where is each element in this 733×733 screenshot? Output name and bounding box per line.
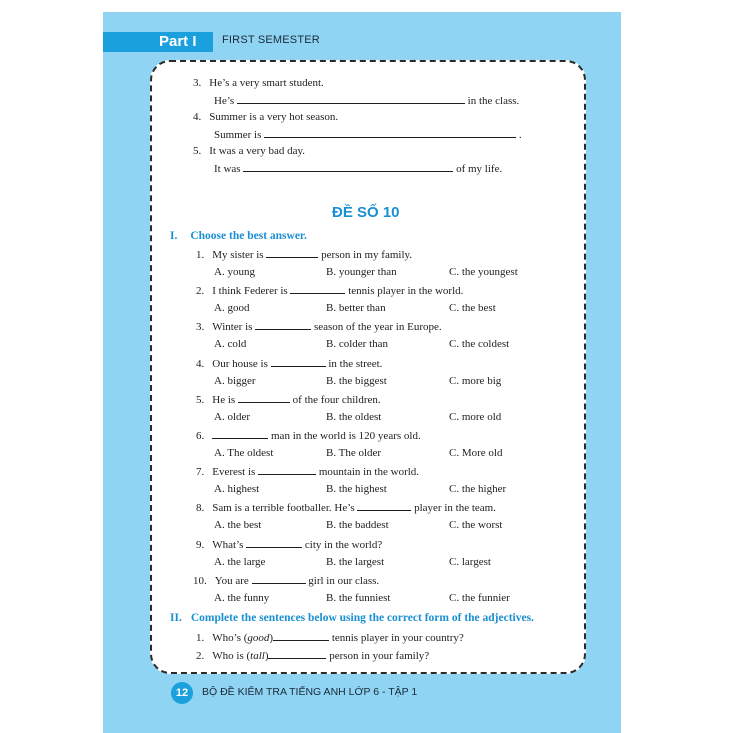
section-2-item-1: 1. Who’s (good) tennis player in your country?: [196, 632, 464, 644]
page-number: 12: [171, 682, 193, 704]
question-10-option-c[interactable]: C. the funnier: [449, 591, 510, 604]
question-3-option-a[interactable]: A. cold: [214, 338, 247, 351]
question-2-option-a[interactable]: A. good: [214, 302, 250, 315]
question-10-option-b[interactable]: B. the funniest: [326, 591, 391, 604]
question-6: 6. man in the world is 120 years old.: [196, 430, 421, 442]
answer-blank[interactable]: [237, 93, 465, 104]
book-title: BỘ ĐỀ KIỂM TRA TIẾNG ANH LỚP 6 - TẬP 1: [202, 686, 418, 698]
question-10-option-a[interactable]: A. the funny: [214, 591, 270, 604]
question-8-option-b[interactable]: B. the baddest: [326, 519, 389, 532]
prev-item-5-line2: It was of my life.: [214, 163, 503, 175]
question-8: 8. Sam is a terrible footballer. He’s player in the team.: [196, 502, 496, 515]
section-2-item-2: 2. Who is (tall) person in your family?: [196, 650, 430, 662]
exam-title: ĐỀ SỐ 10: [332, 204, 400, 221]
question-5-option-c[interactable]: C. more old: [449, 410, 502, 423]
answer-blank[interactable]: [255, 319, 311, 330]
question-4-option-b[interactable]: B. the biggest: [326, 374, 387, 387]
question-1-option-a[interactable]: A. young: [214, 266, 255, 278]
answer-blank[interactable]: [252, 573, 306, 584]
question-5-option-b[interactable]: B. the oldest: [326, 410, 382, 423]
question-2-option-b[interactable]: B. better than: [326, 302, 386, 315]
prev-item-4-line2: Summer is .: [214, 129, 522, 141]
question-1-option-c[interactable]: C. the youngest: [449, 266, 518, 278]
answer-blank[interactable]: [246, 537, 302, 548]
question-7-option-c[interactable]: C. the higher: [449, 483, 507, 496]
question-2: 2. I think Federer is tennis player in the world.: [196, 285, 464, 298]
answer-blank[interactable]: [273, 630, 329, 641]
answer-blank[interactable]: [243, 161, 453, 172]
question-9-option-b[interactable]: B. the largest: [326, 555, 385, 568]
answer-blank[interactable]: [264, 127, 516, 138]
section-2-heading: II. Complete the sentences below using the correct form of the adjectives.: [170, 612, 534, 624]
question-1: 1. My sister is person in my family.: [196, 249, 413, 261]
question-6-option-b[interactable]: B. The older: [326, 447, 382, 459]
question-4: 4. Our house is in the street.: [196, 357, 383, 370]
answer-blank[interactable]: [357, 500, 411, 511]
prev-item-4-line1: 4. Summer is a very hot season.: [193, 111, 339, 123]
question-9-option-c[interactable]: C. largest: [449, 555, 491, 568]
section-1-heading: I. Choose the best answer.: [170, 230, 307, 242]
question-3: 3. Winter is season of the year in Europe.: [196, 321, 442, 334]
question-7-option-b[interactable]: B. the highest: [326, 483, 387, 496]
question-6-option-a[interactable]: A. The oldest: [214, 447, 274, 459]
prev-item-3-line2: He’s in the class.: [214, 95, 520, 107]
question-3-option-b[interactable]: B. colder than: [326, 338, 389, 351]
answer-blank[interactable]: [258, 464, 316, 475]
question-2-option-c[interactable]: C. the best: [449, 302, 496, 315]
answer-blank[interactable]: [238, 392, 290, 403]
question-4-option-a[interactable]: A. bigger: [214, 374, 256, 387]
part-tab: Part I: [103, 32, 213, 52]
question-5: 5. He is of the four children.: [196, 393, 381, 406]
page-top-margin: [103, 0, 621, 12]
question-9: 9. What’s city in the world?: [196, 538, 383, 551]
question-3-option-c[interactable]: C. the coldest: [449, 338, 510, 351]
question-10: 10. You are girl in our class.: [193, 574, 380, 587]
answer-blank[interactable]: [268, 648, 326, 659]
question-1-option-b[interactable]: B. younger than: [326, 266, 397, 278]
part-subtitle: FIRST SEMESTER: [222, 34, 320, 46]
question-9-option-a[interactable]: A. the large: [214, 555, 266, 568]
question-7-option-a[interactable]: A. highest: [214, 483, 260, 496]
question-8-option-c[interactable]: C. the worst: [449, 519, 503, 532]
question-8-option-a[interactable]: A. the best: [214, 519, 262, 532]
prev-item-5-line1: 5. It was a very bad day.: [193, 145, 306, 157]
question-6-option-c[interactable]: C. More old: [449, 447, 503, 459]
answer-blank[interactable]: [266, 247, 318, 258]
question-5-option-a[interactable]: A. older: [214, 410, 251, 423]
question-7: 7. Everest is mountain in the world.: [196, 466, 420, 479]
prev-item-3-line1: 3. He’s a very smart student.: [193, 77, 324, 89]
question-4-option-c[interactable]: C. more big: [449, 374, 502, 387]
answer-blank[interactable]: [290, 283, 345, 294]
answer-blank[interactable]: [212, 428, 268, 439]
answer-blank[interactable]: [271, 356, 326, 367]
